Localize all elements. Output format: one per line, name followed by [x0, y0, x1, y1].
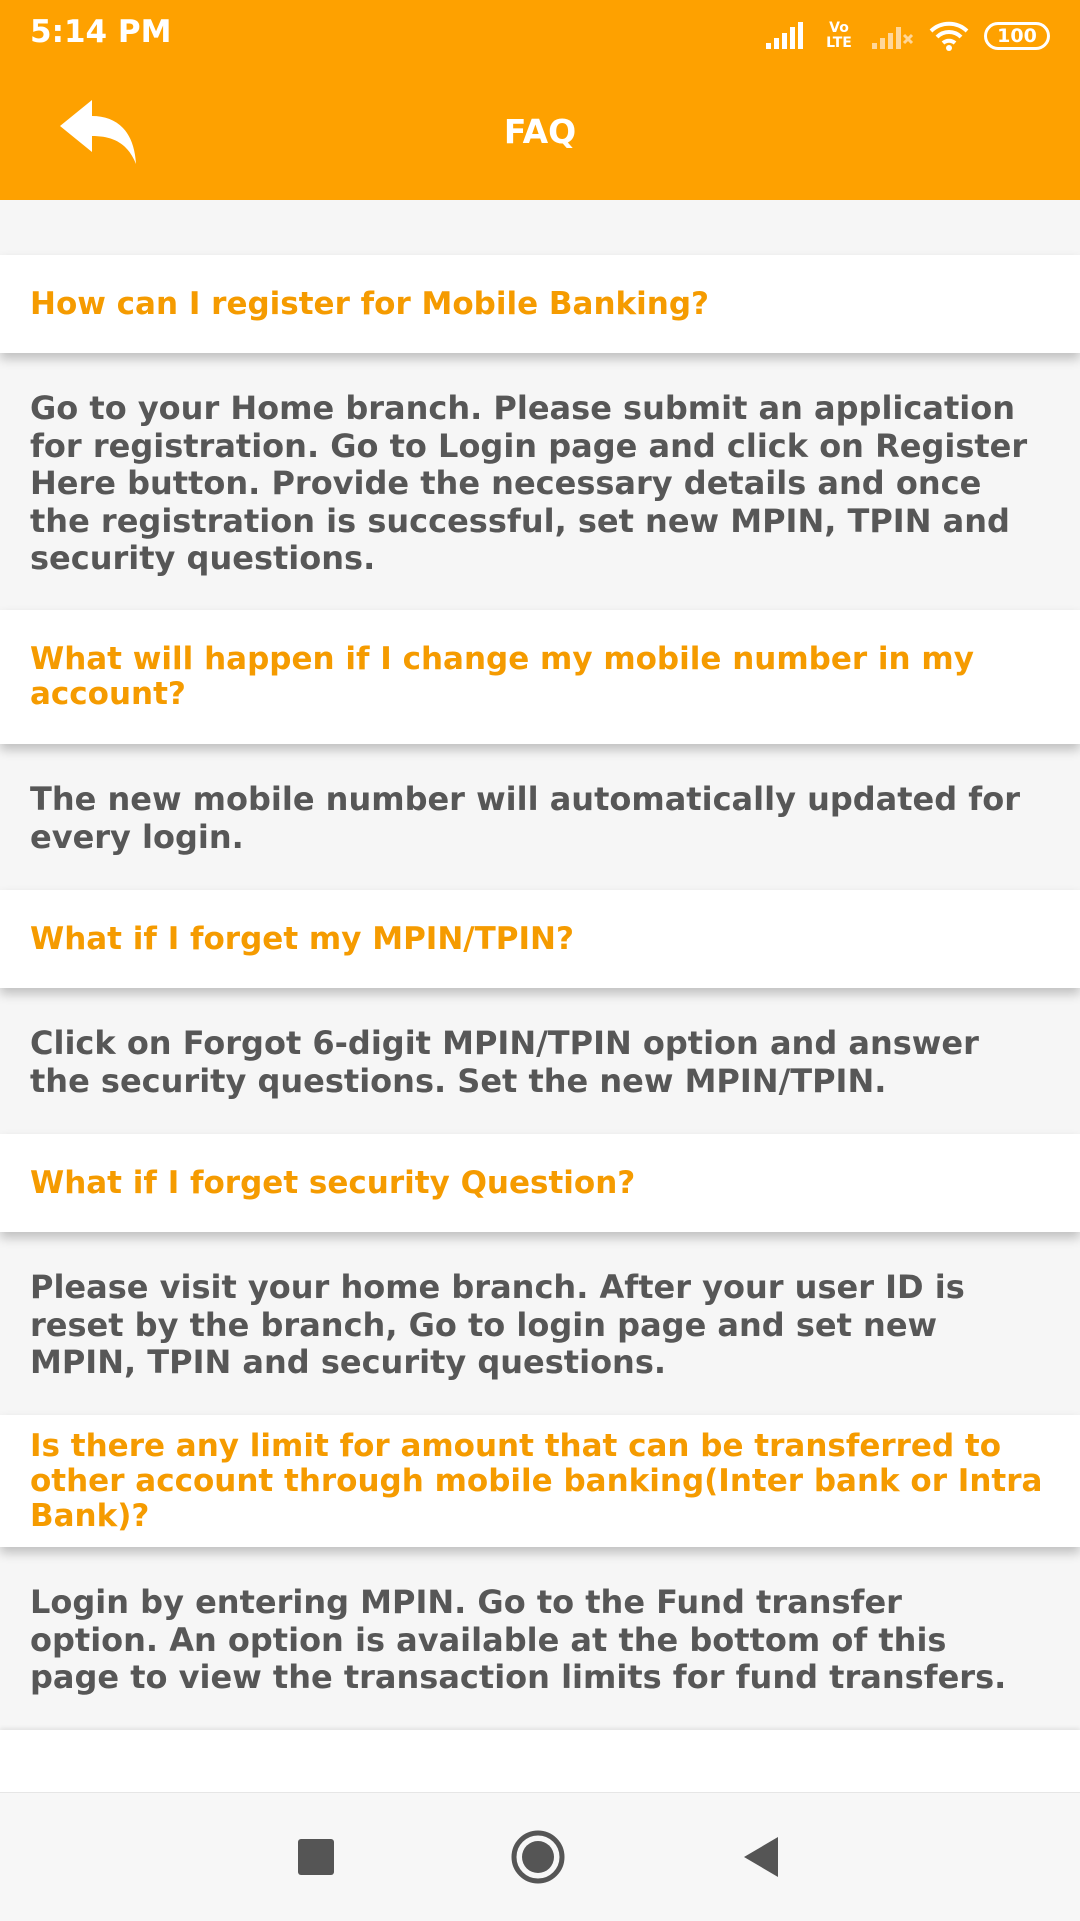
signal-weak-icon [870, 21, 914, 51]
faq-question-text: What will happen if I change my mobile number in my account? [30, 641, 974, 712]
wifi-icon [928, 20, 970, 52]
signal-icon [764, 21, 808, 51]
faq-question-text: How can I register for Mobile Banking? [30, 285, 710, 322]
faq-answer-1: Go to your Home branch. Please submit an application for registration. Go to Login page and click on Register Here button. Provide the necessary details and once the registration is successful, set new MPIN, TPIN and security questions. [30, 389, 1028, 577]
square-recents-icon [288, 1829, 344, 1885]
battery-level: 100 [997, 25, 1037, 47]
status-icons [764, 16, 1050, 56]
faq-answer-3: Click on Forgot 6-digit MPIN/TPIN option and answer the security questions. Set the new MPIN/TPIN. [30, 1024, 979, 1100]
nav-back-button[interactable] [732, 1829, 788, 1885]
faq-answer-5: Login by entering MPIN. Go to the Fund transfer option. An option is available at the bottom of this page to view the transaction limits for fund transfers. [30, 1583, 1007, 1696]
system-nav-bar [0, 1792, 1080, 1921]
app-bar [0, 0, 1080, 200]
faq-question-4[interactable] [0, 1134, 1080, 1232]
faq-question-text: Is there any limit for amount that can be transferred to other account through mobile banking(Inter bank or Intra Bank)? [30, 1427, 1043, 1534]
faq-question-text: What if I forget security Question? [30, 1164, 636, 1201]
volte-label: Vo LTE [826, 20, 852, 51]
faq-question-3[interactable] [0, 890, 1080, 988]
faq-question-5[interactable] [0, 1415, 1080, 1547]
home-button[interactable] [510, 1829, 566, 1885]
recents-button[interactable] [288, 1829, 344, 1885]
faq-question-text: What if I forget my MPIN/TPIN? [30, 920, 574, 957]
faq-answer-2: The new mobile number will automatically updated for every login. [30, 780, 1020, 856]
triangle-back-icon [732, 1829, 788, 1885]
page-title: FAQ [503, 112, 577, 151]
battery-indicator [984, 22, 1050, 50]
faq-question-2[interactable] [0, 610, 1080, 744]
faq-question-1[interactable] [0, 255, 1080, 353]
status-time: 5:14 PM [30, 14, 172, 50]
faq-next-item-edge [0, 1730, 1080, 1792]
faq-answer-4: Please visit your home branch. After your user ID is reset by the branch, Go to login page and set new MPIN, TPIN and security questions. [30, 1268, 965, 1381]
circle-home-icon [510, 1829, 566, 1885]
